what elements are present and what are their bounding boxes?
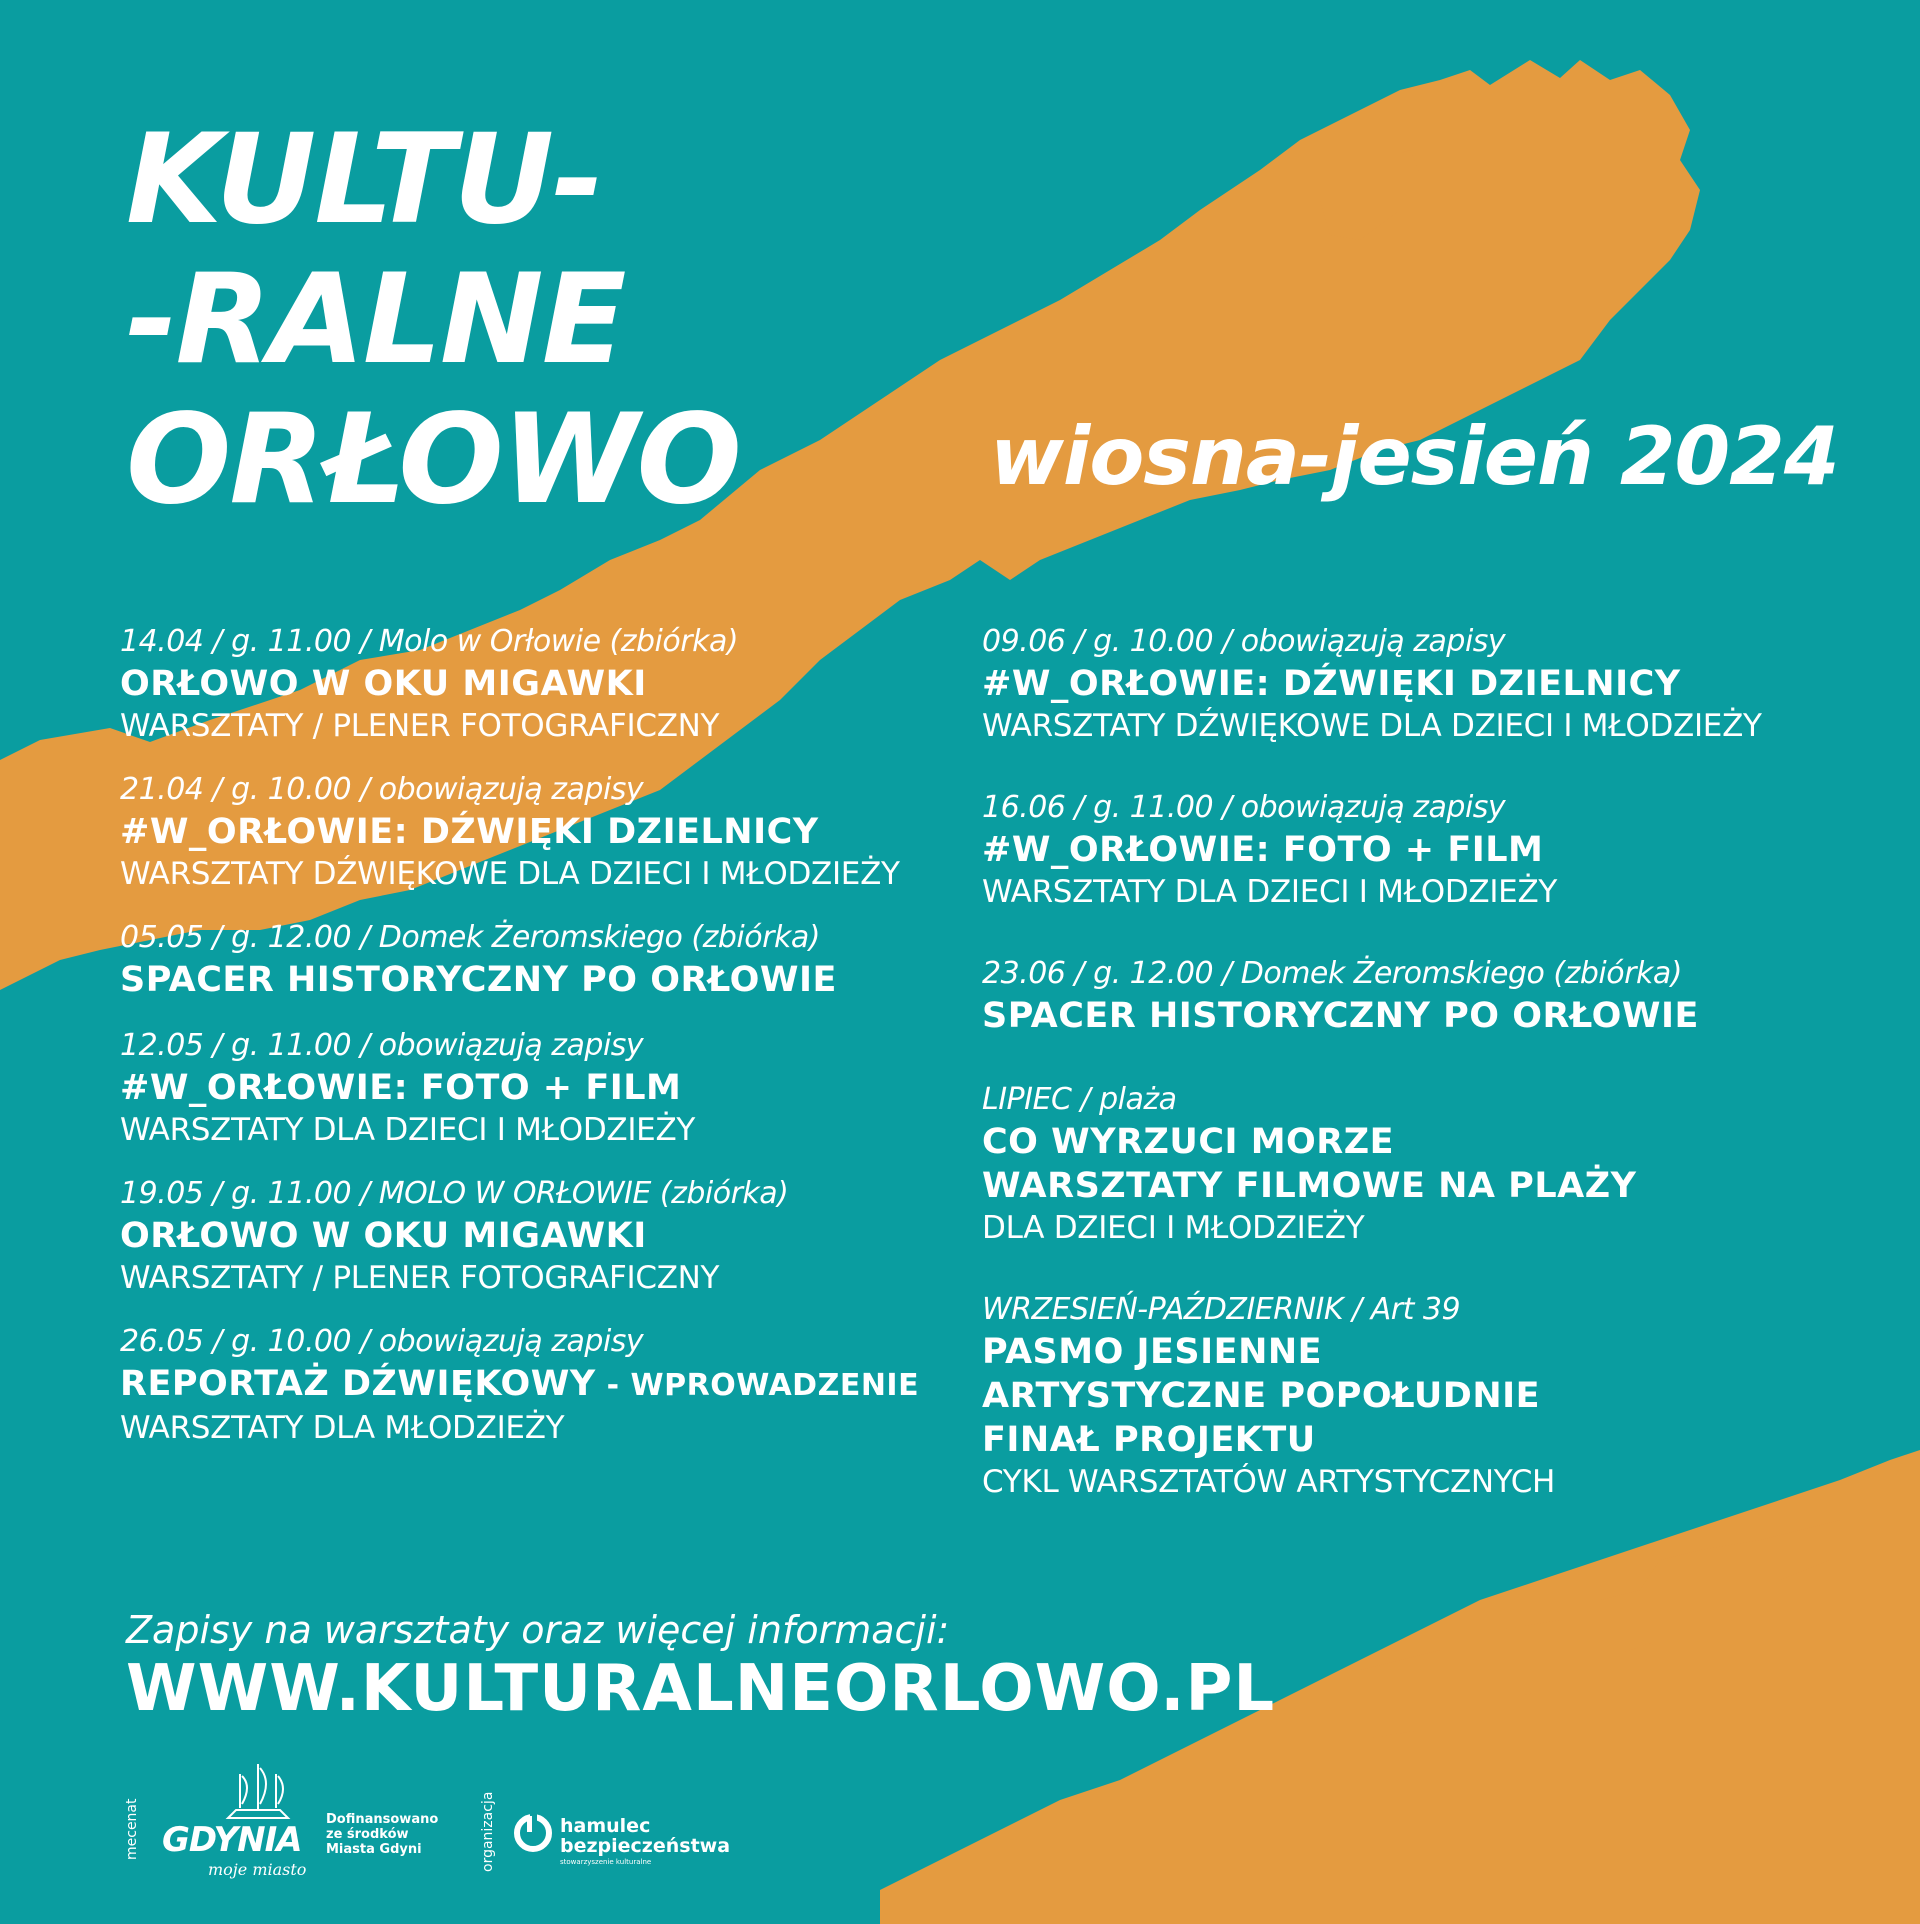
event-meta: 14.04 / g. 11.00 / Molo w Orłowie (zbiórka) [120,624,739,659]
event-meta: LIPIEC / plaża [982,1082,1177,1117]
organizer-tagline: stowarzyszenie kulturalne [560,1858,652,1866]
event-item [120,918,1000,1002]
event-title: SPACER HISTORYCZNY PO ORŁOWIE [982,996,1699,1036]
event-item [120,622,1000,746]
event-title: ORŁOWO W OKU MIGAWKI [120,1216,647,1256]
event-title-line-3: FINAŁ PROJEKTU [982,1420,1316,1460]
event-title-row [120,1362,1000,1408]
event-subtitle: DLA DZIECI I MŁODZIEŻY [982,1210,1365,1246]
event-meta: 19.05 / g. 11.00 / MOLO W ORŁOWIE (zbiórka) [120,1176,789,1211]
event-title: SPACER HISTORYCZNY PO ORŁOWIE [120,960,837,1000]
event-item [120,1322,1000,1448]
event-title: PASMO JESIENNE [982,1332,1323,1372]
title-line-3: ORŁOWO [126,388,740,532]
event-meta: 12.05 / g. 11.00 / obowiązują zapisy [120,1028,644,1063]
event-meta: WRZESIEŃ-PAŹDZIERNIK / Art 39 [982,1292,1461,1327]
event-subtitle: WARSZTATY / PLENER FOTOGRAFICZNY [120,1260,720,1296]
season-label: wiosna-jesień 2024 [990,410,1839,503]
event-item [982,622,1862,746]
gdynia-tagline: moje miasto [208,1860,307,1879]
event-subtitle: CYKL WARSZTATÓW ARTYSTYCZNYCH [982,1464,1556,1500]
hamulec-icon [514,1814,552,1852]
event-subtitle: WARSZTATY / PLENER FOTOGRAFICZNY [120,708,720,744]
event-subtitle: WARSZTATY DLA DZIECI I MŁODZIEŻY [120,1112,696,1148]
event-item [120,1174,1000,1298]
event-meta: 16.06 / g. 11.00 / obowiązują zapisy [982,790,1506,825]
event-title-suffix: - WPROWADZENIE [595,1368,920,1403]
event-meta: 23.06 / g. 12.00 / Domek Żeromskiego (zbiórka) [982,956,1682,991]
organizer-name-line-1: hamulec [560,1815,651,1837]
event-title: #W_ORŁOWIE: FOTO + FILM [120,1068,682,1108]
event-subtitle: WARSZTATY DLA MŁODZIEŻY [120,1410,565,1446]
event-title: #W_ORŁOWIE: DŹWIĘKI DZIELNICY [982,664,1681,704]
event-meta: 05.05 / g. 12.00 / Domek Żeromskiego (zbiórka) [120,920,820,955]
right-event-list [982,622,1862,1544]
gdynia-wordmark: GDYNIA [162,1820,302,1860]
left-event-list [120,622,1000,1472]
organizer-label: organizacja [480,1791,496,1872]
event-title-line-2: WARSZTATY FILMOWE NA PLAŻY [982,1166,1637,1206]
website-link[interactable]: WWW.KULTURALNEORLOWO.PL [126,1652,1276,1726]
organizer-name-line-2: bezpieczeństwa [560,1835,731,1857]
patron-label: mecenat [124,1798,140,1860]
event-meta: 09.06 / g. 10.00 / obowiązują zapisy [982,624,1506,659]
event-item [982,1080,1862,1248]
event-meta: 26.05 / g. 10.00 / obowiązują zapisy [120,1324,644,1359]
event-title-line-2: ARTYSTYCZNE POPOŁUDNIE [982,1376,1541,1416]
event-subtitle: WARSZTATY DŹWIĘKOWE DLA DZIECI I MŁODZIEŻY [982,708,1762,744]
ship-icon [218,1760,298,1822]
event-item [982,788,1862,912]
sponsor-logos [118,1760,818,1900]
event-title: ORŁOWO W OKU MIGAWKI [120,664,647,704]
event-item [120,1026,1000,1150]
title-line-1: KULTU- [126,108,602,252]
event-title: CO WYRZUCI MORZE [982,1122,1395,1162]
event-title: #W_ORŁOWIE: DŹWIĘKI DZIELNICY [120,812,819,852]
event-item [982,954,1862,1038]
main-title [126,110,740,530]
signup-text: Zapisy na warsztaty oraz więcej informacji: [126,1608,950,1652]
event-subtitle: WARSZTATY DLA DZIECI I MŁODZIEŻY [982,874,1558,910]
event-meta: 21.04 / g. 10.00 / obowiązują zapisy [120,772,644,807]
event-title: #W_ORŁOWIE: FOTO + FILM [982,830,1544,870]
event-subtitle: WARSZTATY DŹWIĘKOWE DLA DZIECI I MŁODZIEŻY [120,856,900,892]
event-title: REPORTAŻ DŹWIĘKOWY [120,1364,596,1404]
title-line-2: -RALNE [126,248,625,392]
event-item [120,770,1000,894]
funding-note: Dofinansowano ze środków Miasta Gdyni [326,1812,439,1857]
event-item [982,1290,1862,1502]
